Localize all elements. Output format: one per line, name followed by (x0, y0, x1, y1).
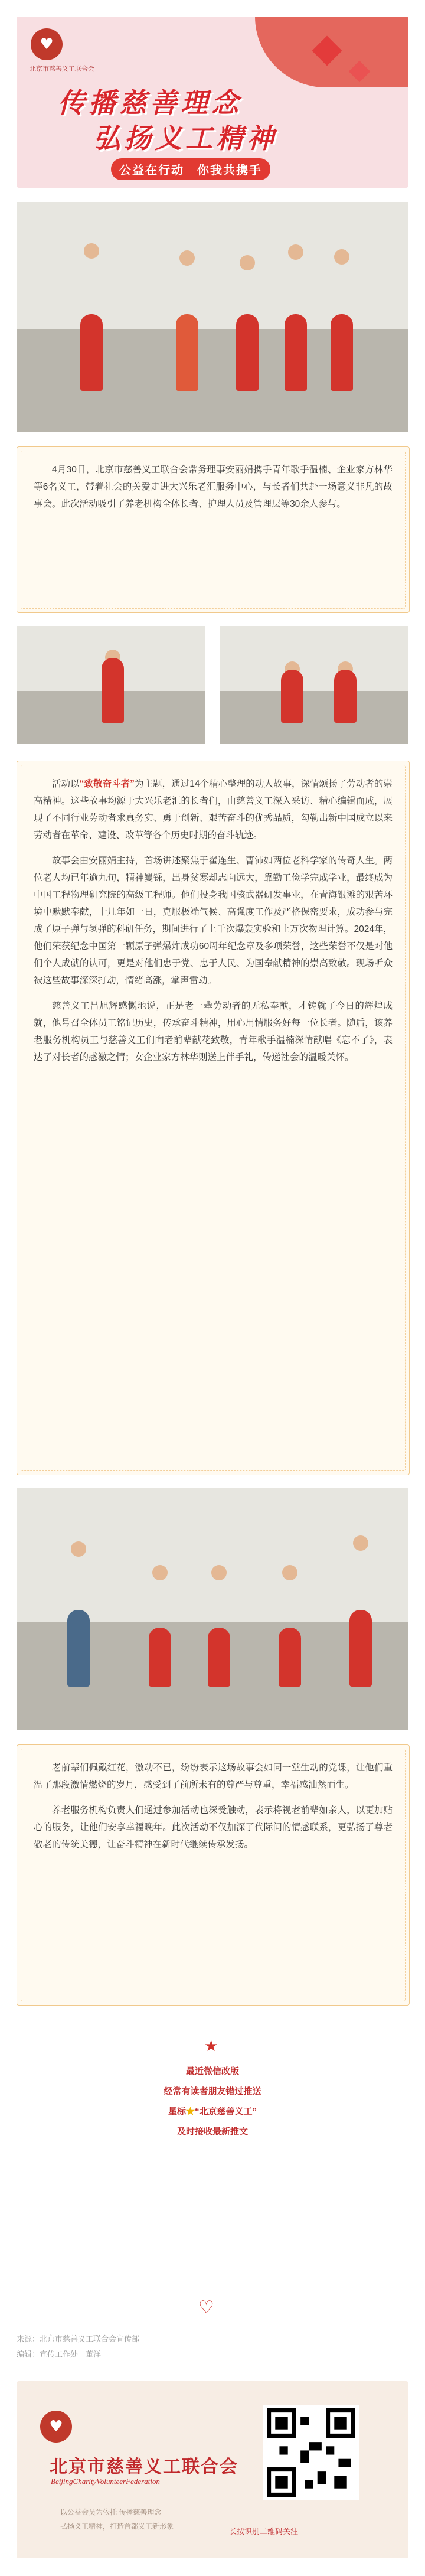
banner-title-line2: 弘扬义工精神 (93, 123, 277, 154)
editor-text: 编辑：宣传工作处 董洋 (17, 2350, 102, 2359)
star-icon: ★ (185, 2107, 195, 2117)
event-photo (17, 202, 408, 432)
notice-line: 星标★“北京慈善义工” (168, 2107, 257, 2117)
logo-icon: ♥ (31, 28, 63, 60)
paragraph: 故事会由安丽娟主持，首场讲述聚焦于翟连生、曹沛如两位老科学家的传奇人生。两位老人均已年逾九旬，精神矍铄，出身贫寒却志向远大，靠勤工俭学完成学业，最终成为中国工程物理研究院的高级工程师。他们投身我国核武器研发事业，在青海银滩的艰苦环境中默默奉献，十几年如一日，克服极端气候、高强度工作及严格保密要求，成功参与完成了原子弹与氢弹的科研任务，期间进行了上千次爆轰实验和上万次物理计算。2024年，他们荣获纪念中国第一颗原子弹爆炸成功60周年纪念章及多项荣誉，这些荣誉不仅是对他们个人成就的认可，更是对他们忠于党、忠于人民、为国奉献精神的崇高致敬。现场听众被这些故事深深打动，情绪高涨，掌声雷动。 (34, 856, 393, 986)
bow-icon: ♡ (198, 2297, 214, 2318)
notice-line: 最近微信改版 (185, 2066, 239, 2076)
banner-title-line1: 传播慈善理念 (58, 88, 242, 118)
event-photo (220, 626, 408, 744)
paragraph: 4月30日，北京市慈善义工联合会常务理事安丽娟携手青年歌手温楠、企业家方林华等6名义工，带着社会的关爱走进大兴乐老汇服务中心，与长者们共赴一场意义非凡的故事会。此次活动吸引了养老机构全体长者、护理人员及管理层等30余人参与。 (34, 465, 393, 509)
qr-code[interactable] (263, 2405, 359, 2500)
footer-card (17, 2381, 408, 2558)
paragraph: 老前辈们佩戴红花，激动不已，纷纷表示这场故事会如同一堂生动的党课，让他们重温了那段激情燃烧的岁月，感受到了前所未有的尊严与尊重，幸福感油然而生。 (34, 1763, 393, 1790)
paragraph: 活动以“致敬奋斗者”为主题，通过14个精心整理的动人故事，深情颂扬了劳动者的崇高精神。这些故事均源于大兴乐老汇的长者们，由慈善义工深入采访、精心编辑而成，展现了不同行业劳动者求真务实、勇于创新、艰苦奋斗的优秀品质，勾勒出新中国成立以来劳动者在革命、建设、改革等各个历史时期的奋斗轨迹。 (34, 779, 393, 840)
paragraph: 慈善义工吕旭辉感慨地说，正是老一辈劳动者的无私奉献，才铸就了今日的辉煌成就，他号召全体员工铭记历史，传承奋斗精神，用心用情服务好每一位长者。随后，该养老服务机构员工与慈善义工们向老前辈献花致敬，青年歌手温楠深情献唱《忘不了》，表达了对长者的感激之情；女企业家方林华则送上伴手礼，传递社会的温暖关怀。 (34, 1001, 393, 1062)
source-text: 来源：北京市慈善义工联合会宣传部 (17, 2334, 140, 2343)
footer-slogans: 以公益会员为依托 传播慈善理念 弘扬义工精神，打造首都义工新形象 (60, 2508, 174, 2531)
logo-icon: ♥ (40, 2411, 72, 2443)
text-box (17, 761, 410, 1475)
banner-org-name: 北京市慈善义工联合会 (30, 66, 94, 73)
footer-org-english: BeijingCharityVolunteerFederation (51, 2477, 160, 2486)
event-photo (17, 626, 205, 744)
notice-line: 经常有读者朋友错过推送 (164, 2086, 261, 2096)
event-photo (17, 1488, 408, 1730)
header-banner (17, 17, 408, 188)
banner-slogan: 公益在行动 你我共携手 (111, 158, 270, 180)
footer-org-name: 北京市慈善义工联合会 (50, 2457, 238, 2477)
paragraph: 养老服务机构负责人们通过参加活动也深受触动，表示将视老前辈如亲人，以更加贴心的服务，让他们安享幸福晚年。此次活动不仅加深了代际间的情感联系，更弘扬了尊老敬老的传统美德，让奋斗精神在新时代继续传承发扬。 (34, 1805, 393, 1850)
text-box (17, 446, 410, 613)
notice-line: 及时接收最新推文 (176, 2127, 248, 2137)
qr-caption: 长按识别二维码关注 (229, 2528, 299, 2536)
text-box (17, 1744, 410, 2006)
highlight-text: “致敬奋斗者” (79, 779, 135, 789)
star-icon: ★ (204, 2037, 218, 2055)
